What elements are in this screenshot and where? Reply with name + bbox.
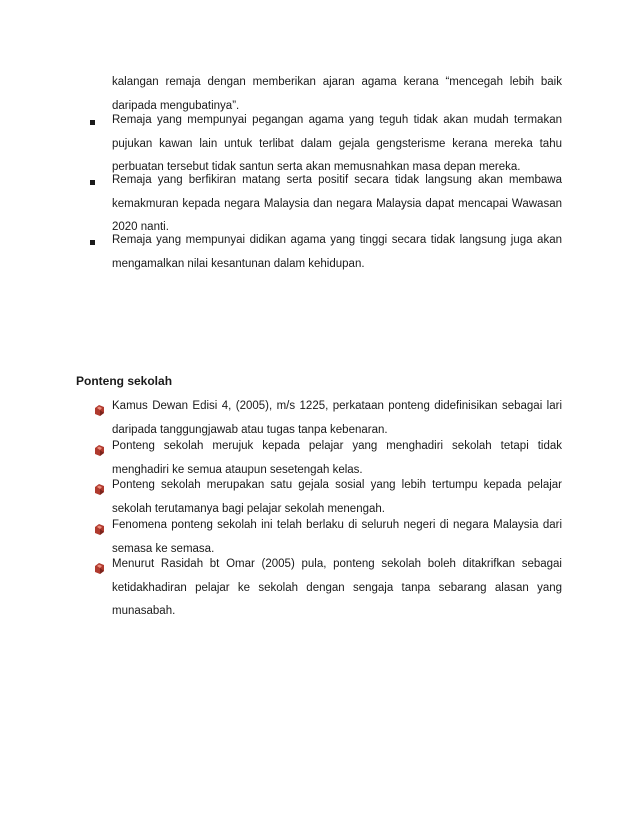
square-bullet-icon — [90, 240, 95, 245]
red-gem-icon — [94, 484, 105, 495]
list-item-ponteng-merujuk: Ponteng sekolah merujuk kepada pelajar yang menghadiri sekolah tetapi tidak menghadiri ke semua ataupun sesetengah kelas. — [112, 440, 562, 476]
red-gem-icon — [94, 405, 105, 416]
red-gem-icon — [94, 524, 105, 535]
section-heading: Ponteng sekolah — [76, 374, 173, 388]
list-item-fenomena: Fenomena ponteng sekolah ini telah berlaku di seluruh negeri di negara Malaysia dari semasa ke semasa. — [112, 519, 562, 555]
square-bullet-icon — [90, 180, 95, 185]
red-gem-icon — [94, 445, 105, 456]
list-item-gejala-sosial: Ponteng sekolah merupakan satu gejala sosial yang lebih tertumpu kepada pelajar sekolah terutamanya bagi pelajar sekolah menengah. — [112, 479, 562, 515]
square-bullet-icon — [90, 120, 95, 125]
bullet-item-mature-thinking: Remaja yang berfikiran matang serta positif secara tidak langsung akan membawa kemakmuran kepada negara Malaysia dan negara Malaysia dapat mencapai Wawasan 2020 nanti. — [112, 174, 562, 233]
bullet-item-religious-grounding: Remaja yang mempunyai pegangan agama yang teguh tidak akan mudah termakan pujukan kawan lain untuk terlibat dalam gejala gengsterisme kerana mereka tahu perbuatan tersebut tidak santun serta akan memusnahkan masa depan mereka. — [112, 114, 562, 173]
continuation-paragraph: kalangan remaja dengan memberikan ajaran agama kerana “mencegah lebih baik daripada mengubatinya”. — [112, 76, 562, 112]
red-gem-icon — [94, 563, 105, 574]
list-item-kamus-dewan: Kamus Dewan Edisi 4, (2005), m/s 1225, perkataan ponteng didefinisikan sebagai lari daripada tanggungjawab atau tugas tanpa kebenaran. — [112, 400, 562, 436]
bullet-item-religious-education: Remaja yang mempunyai didikan agama yang tinggi secara tidak langsung juga akan mengamalkan nilai kesantunan dalam kehidupan. — [112, 234, 562, 270]
list-item-rasidah-omar: Menurut Rasidah bt Omar (2005) pula, ponteng sekolah boleh ditakrifkan sebagai ketidakhadiran pelajar ke sekolah dengan sengaja tanpa sebarang alasan yang munasabah. — [112, 558, 562, 617]
